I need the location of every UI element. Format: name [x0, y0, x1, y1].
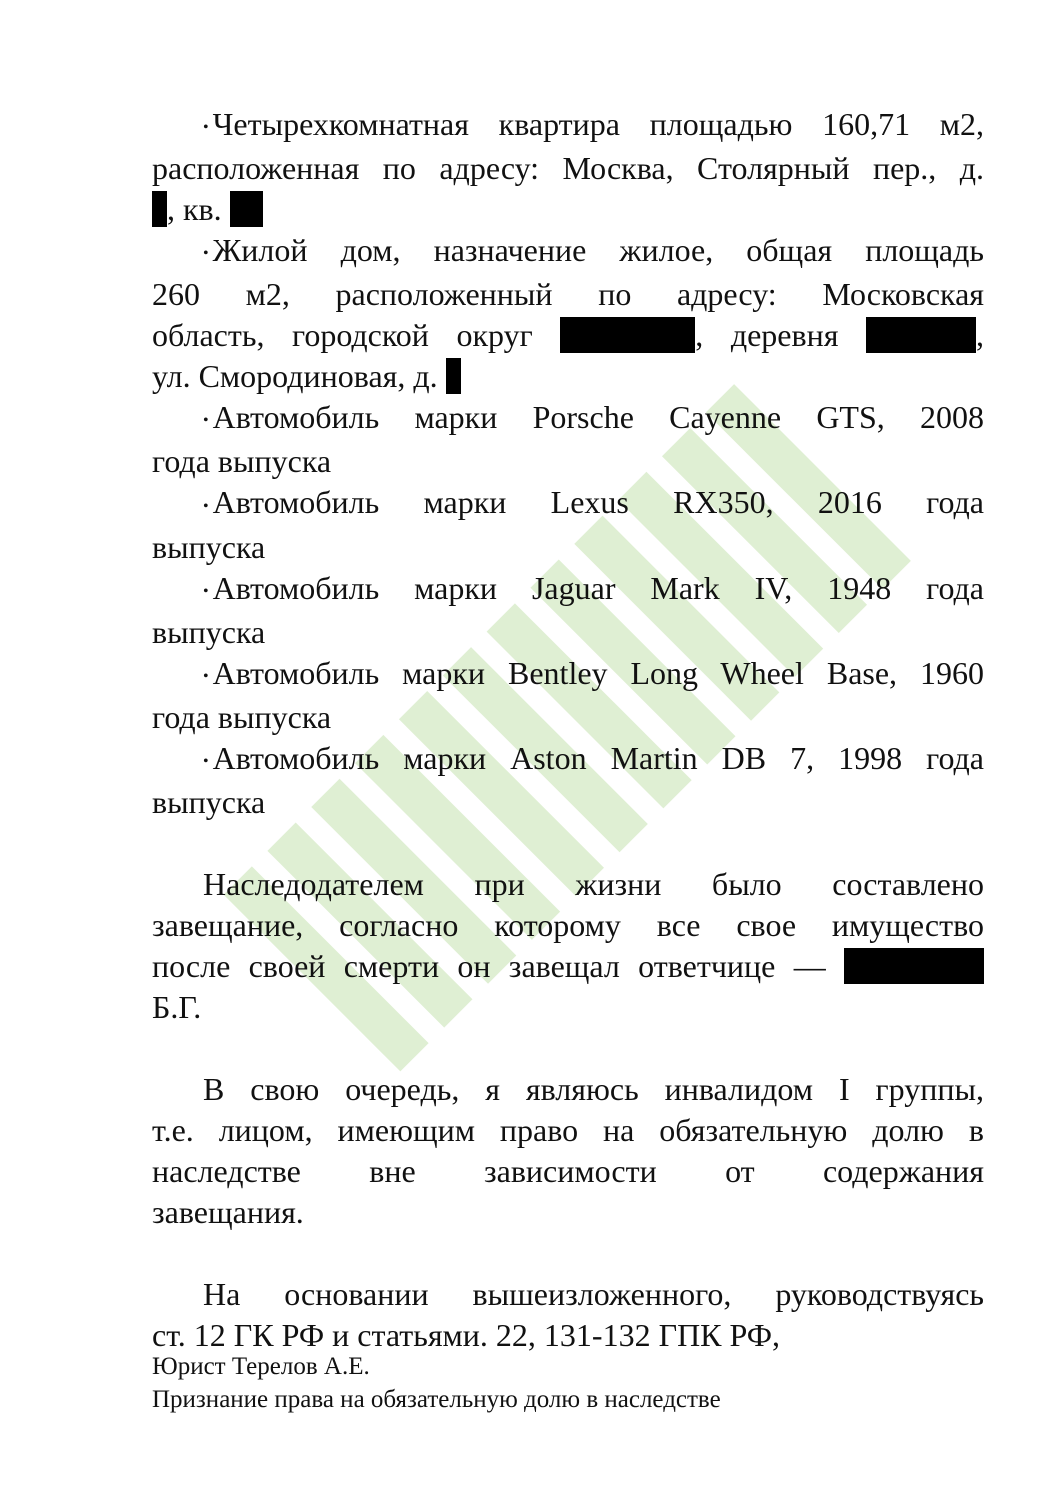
- text-line: после своей смерти он завещал ответчице —: [152, 948, 826, 985]
- text-line: На основании вышеизложенного, руководствуясь: [203, 1276, 984, 1313]
- text-line: ст. 12 ГК РФ и статьями. 22, 131-132 ГПК РФ,: [152, 1317, 781, 1354]
- text-line: область, городской округ: [152, 317, 533, 354]
- text-line: выпуска: [152, 528, 266, 565]
- text-line: Автомобиль марки Lexus RX350, 2016 года: [212, 484, 984, 521]
- paragraph: [152, 864, 984, 1028]
- paragraph: [152, 1274, 984, 1356]
- list-item: [152, 568, 984, 653]
- footer-title: Признание права на обязательную долю в наследстве: [152, 1386, 721, 1413]
- text-line: выпуска: [152, 784, 266, 821]
- list-item: [152, 653, 984, 738]
- redaction: [866, 317, 976, 353]
- text-line: выпуска: [152, 613, 266, 650]
- text-line: ,: [976, 317, 984, 354]
- text-line: завещания.: [152, 1194, 304, 1231]
- text-line: Автомобиль марки Jaguar Mark IV, 1948 года: [212, 569, 984, 606]
- text-line: расположенная по адресу: Москва, Столярный пер., д.: [152, 150, 984, 187]
- bullet-icon: •: [203, 245, 209, 263]
- list-item: [152, 397, 984, 482]
- text-line: , деревня: [695, 317, 839, 354]
- text-line: наследстве вне зависимости от содержания: [152, 1153, 984, 1190]
- bullet-icon: •: [203, 412, 209, 430]
- bullet-icon: •: [203, 497, 209, 515]
- text-line: Б.Г.: [152, 989, 202, 1026]
- text-line: 260 м2, расположенный по адресу: Московская: [152, 276, 984, 313]
- bullet-icon: •: [203, 119, 209, 137]
- document-body: [152, 104, 984, 1356]
- text-line: Жилой дом, назначение жилое, общая площадь: [212, 232, 984, 269]
- text-line: Четырехкомнатная квартира площадью 160,71 м2,: [212, 106, 984, 142]
- text-line: Автомобиль марки Aston Martin DB 7, 1998 года: [212, 739, 984, 776]
- text-line: года выпуска: [152, 698, 332, 735]
- text-line: года выпуска: [152, 443, 332, 480]
- bullet-icon: •: [203, 667, 209, 685]
- paragraph: [152, 1069, 984, 1233]
- bullet-icon: •: [203, 753, 209, 771]
- redaction: [152, 191, 167, 227]
- redaction: [230, 191, 263, 227]
- page-footer: [152, 1350, 721, 1416]
- text-line: Наследодателем при жизни было составлено: [203, 866, 984, 903]
- redaction: [560, 317, 695, 353]
- text-line: завещание, согласно которому все свое имущество: [152, 907, 984, 944]
- text-line: Автомобиль марки Porsche Cayenne GTS, 2008: [212, 399, 984, 436]
- footer-author: Юрист Терелов А.Е.: [152, 1353, 370, 1380]
- redaction: [844, 948, 984, 984]
- text-line: , кв.: [167, 191, 222, 228]
- text-line: ул. Смородиновая, д.: [152, 358, 438, 395]
- list-item: [152, 104, 984, 230]
- text-line: В свою очередь, я являюсь инвалидом I группы,: [203, 1071, 984, 1108]
- list-item: [152, 738, 984, 823]
- redaction: [446, 358, 461, 394]
- list-item: [152, 230, 984, 397]
- text-line: т.е. лицом, имеющим право на обязательную долю в: [152, 1112, 984, 1149]
- list-item: [152, 482, 984, 567]
- text-line: Автомобиль марки Bentley Long Wheel Base, 1960: [212, 654, 984, 691]
- bullet-icon: •: [203, 582, 209, 600]
